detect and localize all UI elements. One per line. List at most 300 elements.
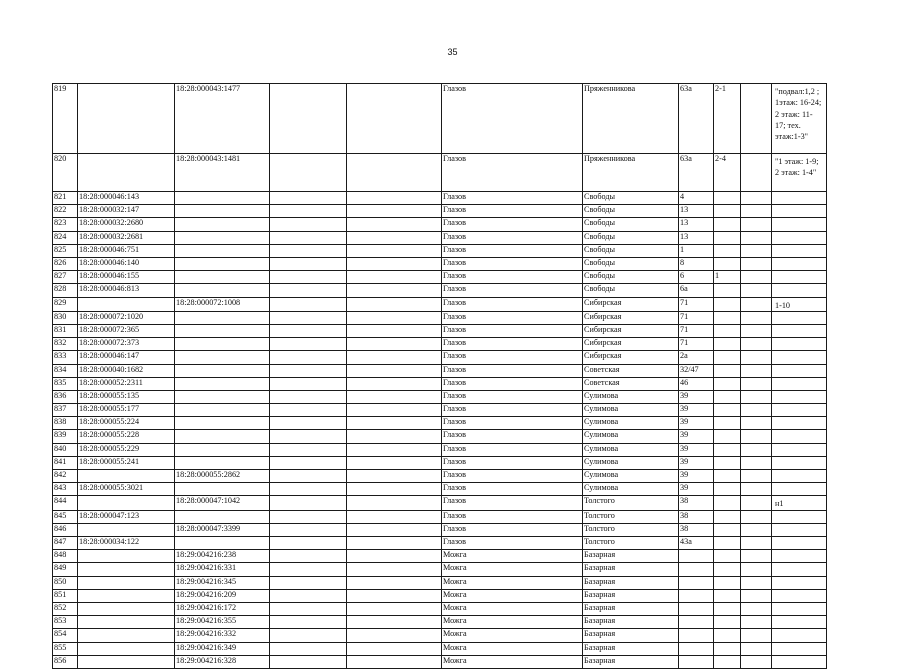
premises-cell <box>714 205 741 218</box>
city-cell: Можга <box>442 616 583 629</box>
premises-cell <box>714 629 741 642</box>
cadastral-premises-cell: 18:28:000043:1481 <box>175 154 270 192</box>
empty-cell <box>270 364 347 377</box>
street-cell: Пряженникова <box>583 84 679 154</box>
premises-cell <box>714 231 741 244</box>
row-number-cell: 846 <box>53 523 78 536</box>
rooms-note-cell <box>772 218 827 231</box>
empty-cell <box>741 257 772 270</box>
empty-cell <box>741 417 772 430</box>
premises-cell <box>714 563 741 576</box>
cadastral-number-cell <box>78 523 175 536</box>
cadastral-number-cell <box>78 297 175 311</box>
table-row <box>53 655 827 668</box>
row-number-cell: 831 <box>53 324 78 337</box>
empty-cell <box>741 244 772 257</box>
city-cell: Глазов <box>442 284 583 297</box>
empty-cell <box>741 231 772 244</box>
street-cell: Сибирская <box>583 351 679 364</box>
house-cell <box>679 616 714 629</box>
table-row <box>53 244 827 257</box>
premises-cell <box>714 523 741 536</box>
street-cell: Базарная <box>583 655 679 668</box>
row-number-cell: 855 <box>53 642 78 655</box>
registry-rows <box>53 84 827 669</box>
rooms-note-cell <box>772 483 827 496</box>
empty-cell <box>347 496 442 510</box>
row-number-cell: 836 <box>53 390 78 403</box>
table-row <box>53 218 827 231</box>
row-number-cell: 830 <box>53 311 78 324</box>
empty-cell <box>347 523 442 536</box>
cadastral-premises-cell: 18:28:000047:1042 <box>175 496 270 510</box>
row-number-cell: 844 <box>53 496 78 510</box>
row-number-cell: 828 <box>53 284 78 297</box>
table-row <box>53 257 827 270</box>
empty-cell <box>347 192 442 205</box>
table-row <box>53 231 827 244</box>
row-number-cell: 840 <box>53 443 78 456</box>
row-number-cell: 848 <box>53 550 78 563</box>
city-cell: Глазов <box>442 257 583 270</box>
table-row <box>53 443 827 456</box>
cadastral-number-cell <box>78 629 175 642</box>
street-cell: Свободы <box>583 231 679 244</box>
empty-cell <box>741 377 772 390</box>
house-cell <box>679 576 714 589</box>
empty-cell <box>270 284 347 297</box>
rooms-note-cell: н1 <box>772 496 827 510</box>
street-cell: Сулимова <box>583 430 679 443</box>
row-number-cell: 843 <box>53 483 78 496</box>
empty-cell <box>347 218 442 231</box>
cadastral-premises-cell <box>175 404 270 417</box>
premises-cell <box>714 192 741 205</box>
city-cell: Можга <box>442 589 583 602</box>
premises-cell: 2-4 <box>714 154 741 192</box>
cadastral-number-cell <box>78 576 175 589</box>
row-number-cell: 854 <box>53 629 78 642</box>
city-cell: Глазов <box>442 430 583 443</box>
premises-cell <box>714 443 741 456</box>
empty-cell <box>741 510 772 523</box>
table-row <box>53 456 827 469</box>
street-cell: Советская <box>583 364 679 377</box>
row-number-cell: 847 <box>53 537 78 550</box>
cadastral-number-cell: 18:28:000046:143 <box>78 192 175 205</box>
street-cell: Свободы <box>583 205 679 218</box>
empty-cell <box>270 629 347 642</box>
empty-cell <box>347 257 442 270</box>
house-cell <box>679 603 714 616</box>
row-number-cell: 834 <box>53 364 78 377</box>
row-number-cell: 841 <box>53 456 78 469</box>
empty-cell <box>741 655 772 668</box>
cadastral-premises-cell <box>175 231 270 244</box>
cadastral-number-cell <box>78 642 175 655</box>
empty-cell <box>347 576 442 589</box>
empty-cell <box>741 576 772 589</box>
rooms-note-cell <box>772 603 827 616</box>
table-row <box>53 84 827 154</box>
empty-cell <box>741 550 772 563</box>
rooms-note-cell <box>772 192 827 205</box>
empty-cell <box>741 616 772 629</box>
empty-cell <box>347 154 442 192</box>
empty-cell <box>741 271 772 284</box>
row-number-cell: 832 <box>53 338 78 351</box>
empty-cell <box>270 655 347 668</box>
premises-cell: 1 <box>714 271 741 284</box>
cadastral-number-cell <box>78 563 175 576</box>
rooms-note-cell <box>772 284 827 297</box>
table-row <box>53 284 827 297</box>
cadastral-premises-cell <box>175 510 270 523</box>
street-cell: Пряженникова <box>583 154 679 192</box>
premises-cell <box>714 430 741 443</box>
cadastral-number-cell: 18:28:000055:177 <box>78 404 175 417</box>
premises-cell <box>714 311 741 324</box>
city-cell: Глазов <box>442 537 583 550</box>
street-cell: Базарная <box>583 563 679 576</box>
table-row <box>53 205 827 218</box>
city-cell: Можга <box>442 642 583 655</box>
street-cell: Толстого <box>583 537 679 550</box>
street-cell: Свободы <box>583 244 679 257</box>
empty-cell <box>270 84 347 154</box>
cadastral-premises-cell: 18:29:004216:238 <box>175 550 270 563</box>
cadastral-premises-cell: 18:29:004216:345 <box>175 576 270 589</box>
table-row <box>53 154 827 192</box>
empty-cell <box>741 443 772 456</box>
cadastral-premises-cell <box>175 338 270 351</box>
city-cell: Можга <box>442 603 583 616</box>
house-cell: 2а <box>679 351 714 364</box>
city-cell: Глазов <box>442 338 583 351</box>
rooms-note-cell <box>772 390 827 403</box>
city-cell: Можга <box>442 550 583 563</box>
house-cell: 46 <box>679 377 714 390</box>
empty-cell <box>270 271 347 284</box>
street-cell: Базарная <box>583 629 679 642</box>
empty-cell <box>741 404 772 417</box>
empty-cell <box>270 218 347 231</box>
empty-cell <box>347 589 442 602</box>
house-cell: 39 <box>679 443 714 456</box>
street-cell: Базарная <box>583 642 679 655</box>
table-row <box>53 563 827 576</box>
street-cell: Сулимова <box>583 390 679 403</box>
cadastral-number-cell: 18:28:000055:3021 <box>78 483 175 496</box>
house-cell <box>679 642 714 655</box>
row-number-cell: 850 <box>53 576 78 589</box>
cadastral-premises-cell <box>175 483 270 496</box>
cadastral-premises-cell: 18:28:000072:1008 <box>175 297 270 311</box>
cadastral-number-cell <box>78 603 175 616</box>
empty-cell <box>347 311 442 324</box>
street-cell: Сулимова <box>583 417 679 430</box>
cadastral-premises-cell <box>175 377 270 390</box>
empty-cell <box>347 205 442 218</box>
premises-cell <box>714 603 741 616</box>
empty-cell <box>347 84 442 154</box>
rooms-note-cell <box>772 430 827 443</box>
street-cell: Сулимова <box>583 443 679 456</box>
empty-cell <box>741 205 772 218</box>
empty-cell <box>270 351 347 364</box>
cadastral-premises-cell <box>175 192 270 205</box>
premises-cell <box>714 364 741 377</box>
premises-cell <box>714 417 741 430</box>
cadastral-premises-cell <box>175 364 270 377</box>
cadastral-premises-cell: 18:28:000043:1477 <box>175 84 270 154</box>
rooms-note-cell <box>772 629 827 642</box>
row-number-cell: 819 <box>53 84 78 154</box>
empty-cell <box>270 550 347 563</box>
row-number-cell: 837 <box>53 404 78 417</box>
table-row <box>53 483 827 496</box>
empty-cell <box>741 629 772 642</box>
house-cell: 13 <box>679 231 714 244</box>
rooms-note-cell <box>772 351 827 364</box>
house-cell: 71 <box>679 324 714 337</box>
table-row <box>53 642 827 655</box>
cadastral-premises-cell <box>175 417 270 430</box>
cadastral-premises-cell <box>175 257 270 270</box>
empty-cell <box>741 324 772 337</box>
rooms-note-cell <box>772 470 827 483</box>
cadastral-number-cell: 18:28:000055:229 <box>78 443 175 456</box>
cadastral-number-cell: 18:28:000046:751 <box>78 244 175 257</box>
premises-cell <box>714 351 741 364</box>
cadastral-premises-cell <box>175 390 270 403</box>
city-cell: Глазов <box>442 205 583 218</box>
empty-cell <box>741 364 772 377</box>
cadastral-number-cell: 18:28:000072:1020 <box>78 311 175 324</box>
street-cell: Толстого <box>583 523 679 536</box>
empty-cell <box>270 483 347 496</box>
empty-cell <box>270 417 347 430</box>
premises-cell <box>714 616 741 629</box>
house-cell: 1 <box>679 244 714 257</box>
table-row <box>53 629 827 642</box>
cadastral-number-cell: 18:28:000046:140 <box>78 257 175 270</box>
street-cell: Базарная <box>583 589 679 602</box>
empty-cell <box>347 231 442 244</box>
empty-cell <box>347 563 442 576</box>
street-cell: Сулимова <box>583 470 679 483</box>
house-cell: 13 <box>679 218 714 231</box>
premises-cell <box>714 338 741 351</box>
street-cell: Свободы <box>583 284 679 297</box>
house-cell: 6 <box>679 271 714 284</box>
empty-cell <box>270 537 347 550</box>
city-cell: Глазов <box>442 377 583 390</box>
empty-cell <box>741 297 772 311</box>
row-number-cell: 826 <box>53 257 78 270</box>
cadastral-number-cell <box>78 550 175 563</box>
city-cell: Глазов <box>442 154 583 192</box>
rooms-note-cell <box>772 510 827 523</box>
street-cell: Свободы <box>583 271 679 284</box>
street-cell: Сулимова <box>583 483 679 496</box>
empty-cell <box>741 537 772 550</box>
table-row <box>53 311 827 324</box>
empty-cell <box>741 218 772 231</box>
premises-cell <box>714 284 741 297</box>
street-cell: Базарная <box>583 616 679 629</box>
table-row <box>53 390 827 403</box>
city-cell: Глазов <box>442 324 583 337</box>
empty-cell <box>270 205 347 218</box>
premises-cell <box>714 642 741 655</box>
empty-cell <box>270 589 347 602</box>
house-cell: 39 <box>679 417 714 430</box>
rooms-note-cell <box>772 364 827 377</box>
premises-cell <box>714 218 741 231</box>
empty-cell <box>347 655 442 668</box>
cadastral-number-cell: 18:28:000055:135 <box>78 390 175 403</box>
empty-cell <box>270 616 347 629</box>
house-cell: 39 <box>679 390 714 403</box>
rooms-note-cell: 1-10 <box>772 297 827 311</box>
cadastral-premises-cell <box>175 284 270 297</box>
empty-cell <box>741 84 772 154</box>
city-cell: Глазов <box>442 297 583 311</box>
row-number-cell: 833 <box>53 351 78 364</box>
premises-cell <box>714 244 741 257</box>
house-cell <box>679 563 714 576</box>
empty-cell <box>741 154 772 192</box>
house-cell: 63а <box>679 154 714 192</box>
empty-cell <box>270 297 347 311</box>
city-cell: Глазов <box>442 192 583 205</box>
city-cell: Глазов <box>442 244 583 257</box>
table-row <box>53 537 827 550</box>
cadastral-number-cell: 18:28:000032:2680 <box>78 218 175 231</box>
cadastral-premises-cell <box>175 456 270 469</box>
house-cell <box>679 655 714 668</box>
empty-cell <box>270 642 347 655</box>
house-cell: 4 <box>679 192 714 205</box>
street-cell: Базарная <box>583 603 679 616</box>
cadastral-number-cell: 18:28:000055:228 <box>78 430 175 443</box>
city-cell: Глазов <box>442 351 583 364</box>
rooms-note-cell <box>772 311 827 324</box>
house-cell <box>679 629 714 642</box>
cadastral-premises-cell <box>175 324 270 337</box>
house-cell: 39 <box>679 456 714 469</box>
rooms-note-cell <box>772 338 827 351</box>
cadastral-premises-cell: 18:29:004216:328 <box>175 655 270 668</box>
city-cell: Глазов <box>442 456 583 469</box>
cadastral-premises-cell <box>175 430 270 443</box>
cadastral-number-cell <box>78 84 175 154</box>
cadastral-number-cell: 18:28:000046:155 <box>78 271 175 284</box>
empty-cell <box>270 257 347 270</box>
empty-cell <box>270 603 347 616</box>
house-cell: 8 <box>679 257 714 270</box>
premises-cell <box>714 510 741 523</box>
street-cell: Свободы <box>583 192 679 205</box>
cadastral-number-cell <box>78 589 175 602</box>
city-cell: Глазов <box>442 311 583 324</box>
empty-cell <box>741 642 772 655</box>
house-cell: 38 <box>679 496 714 510</box>
premises-cell <box>714 324 741 337</box>
city-cell: Можга <box>442 629 583 642</box>
street-cell: Сибирская <box>583 324 679 337</box>
table-row <box>53 364 827 377</box>
house-cell: 13 <box>679 205 714 218</box>
rooms-note-cell <box>772 244 827 257</box>
empty-cell <box>347 456 442 469</box>
premises-cell <box>714 456 741 469</box>
rooms-note-cell <box>772 231 827 244</box>
premises-cell <box>714 589 741 602</box>
street-cell: Свободы <box>583 218 679 231</box>
empty-cell <box>270 231 347 244</box>
table-row <box>53 603 827 616</box>
row-number-cell: 827 <box>53 271 78 284</box>
empty-cell <box>347 271 442 284</box>
table-row <box>53 616 827 629</box>
cadastral-number-cell: 18:28:000047:123 <box>78 510 175 523</box>
cadastral-premises-cell <box>175 271 270 284</box>
cadastral-premises-cell: 18:29:004216:332 <box>175 629 270 642</box>
city-cell: Глазов <box>442 364 583 377</box>
empty-cell <box>741 496 772 510</box>
empty-cell <box>741 390 772 403</box>
empty-cell <box>270 510 347 523</box>
cadastral-number-cell: 18:28:000055:224 <box>78 417 175 430</box>
table-row <box>53 510 827 523</box>
street-cell: Сулимова <box>583 456 679 469</box>
cadastral-number-cell: 18:28:000072:373 <box>78 338 175 351</box>
row-number-cell: 845 <box>53 510 78 523</box>
empty-cell <box>347 364 442 377</box>
premises-cell <box>714 537 741 550</box>
rooms-note-cell <box>772 642 827 655</box>
house-cell: 39 <box>679 404 714 417</box>
row-number-cell: 822 <box>53 205 78 218</box>
premises-cell: 2-1 <box>714 84 741 154</box>
premises-cell <box>714 550 741 563</box>
cadastral-premises-cell <box>175 311 270 324</box>
street-cell: Толстого <box>583 496 679 510</box>
empty-cell <box>347 537 442 550</box>
city-cell: Глазов <box>442 84 583 154</box>
table-row <box>53 338 827 351</box>
empty-cell <box>741 430 772 443</box>
empty-cell <box>347 377 442 390</box>
empty-cell <box>347 603 442 616</box>
table-row <box>53 271 827 284</box>
table-row <box>53 417 827 430</box>
city-cell: Глазов <box>442 510 583 523</box>
table-row <box>53 589 827 602</box>
cadastral-premises-cell: 18:29:004216:172 <box>175 603 270 616</box>
street-cell: Советская <box>583 377 679 390</box>
table-row <box>53 470 827 483</box>
empty-cell <box>347 510 442 523</box>
empty-cell <box>347 550 442 563</box>
row-number-cell: 852 <box>53 603 78 616</box>
city-cell: Глазов <box>442 271 583 284</box>
cadastral-premises-cell: 18:29:004216:209 <box>175 589 270 602</box>
row-number-cell: 853 <box>53 616 78 629</box>
table-row <box>53 550 827 563</box>
